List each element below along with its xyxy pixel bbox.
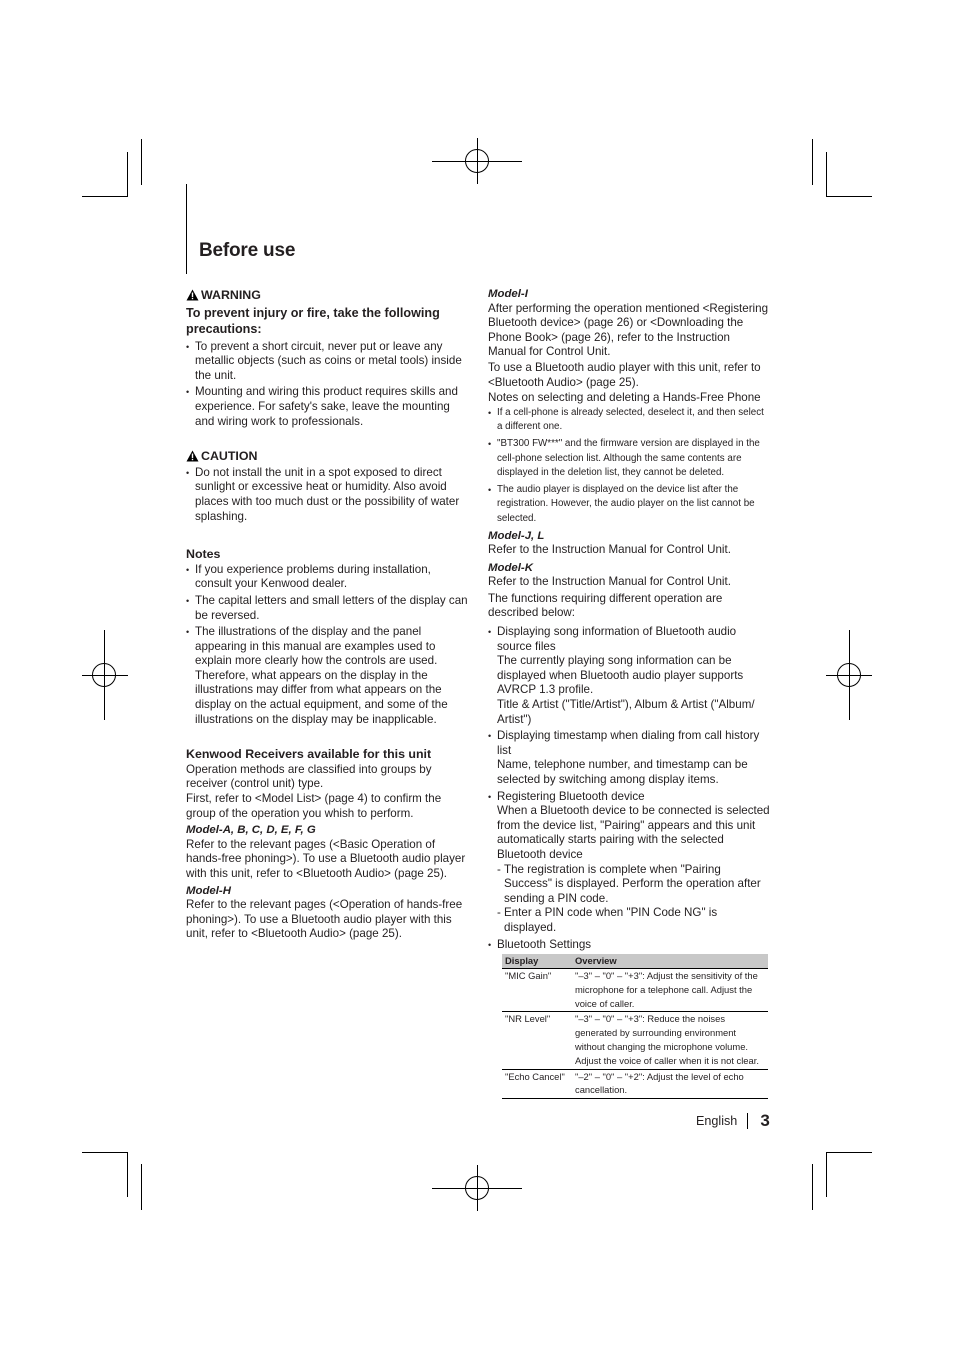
warning-lead: To prevent injury or fire, take the following precautions: [186, 305, 440, 336]
page-number: 3 [760, 1111, 770, 1130]
page-footer [696, 1111, 770, 1131]
list-item: • Displaying song information of Bluetooth audio source files The currently playing song information can be displayed when Bluetooth audio player supports AVRCP 1.3 profile. Title & Artist ("Title/Artist"), Album & Artist ("Album/ Artist") [488, 625, 770, 727]
model-text: After performing the operation mentioned <Registering Bluetooth device> (page 26) or <Downloading the Phone Book> (page 26), refer to the Instruction Manual for Control Unit. [488, 301, 769, 359]
notes-list [186, 563, 468, 728]
model-heading: Model-J, L [488, 529, 545, 542]
list-item: • The audio player is displayed on the device list after the registration. However, the audio player on the list cannot be selected. [488, 483, 770, 527]
footer-divider [747, 1113, 748, 1129]
list-item: • The capital letters and small letters of the display can be reversed. [186, 594, 468, 623]
model-k-list [488, 625, 770, 952]
table-row: "MIC Gain" "–3" – "0" – "+3": Adjust the sensitivity of the microphone for a telephone call. Adjust the voice of caller. [502, 968, 768, 1011]
page-title: Before use [199, 240, 296, 261]
model-text: Refer to the Instruction Manual for Control Unit. [488, 575, 731, 589]
warning-list [186, 340, 468, 430]
list-item: • "BT300 FW***" and the firmware version are displayed in the cell-phone selection list. Although the same contents are displayed in the deletion list, they cannot be deleted. [488, 437, 770, 481]
receivers-heading: Kenwood Receivers available for this unit [186, 747, 432, 762]
warning-heading: WARNING [186, 288, 468, 303]
caution-heading: CAUTION [186, 449, 468, 464]
list-item: • To prevent a short circuit, never put or leave any metallic objects (such as coins or metal tools) inside the unit. [186, 340, 468, 384]
list-item: • Do not install the unit in a spot exposed to direct sunlight or excessive heat or humidity. Also avoid places with too much dust or the possibility of water splashing. [186, 466, 468, 524]
right-column [488, 287, 770, 1099]
list-item: • The illustrations of the display and the panel appearing in this manual are examples used to explain more clearly how the controls are used. Therefore, what appears on the display in the illustrations may differ from what appears on the display on the actual equipment, and some of the illustrations on the display may be inapplicable. [186, 625, 468, 727]
table-header: Display [502, 954, 572, 968]
model-heading: Model-I [488, 288, 528, 300]
model-text: To use a Bluetooth audio player with this unit, refer to <Bluetooth Audio> (page 25). [488, 360, 761, 389]
footer-language: English [696, 1114, 738, 1128]
table-header: Overview [572, 954, 768, 968]
model-heading: Model-A, B, C, D, E, F, G [186, 824, 316, 837]
bluetooth-settings-table [502, 954, 768, 1099]
title-bar-rule [186, 184, 187, 274]
list-item: • Displaying timestamp when dialing from call history list Name, telephone number, and timestamp can be selected by switching among display items. [488, 729, 770, 787]
receivers-text: First, refer to <Model List> (page 4) to confirm the group of the operation you whish to perform. [186, 792, 442, 820]
list-item: • Mounting and wiring this product requires skills and experience. For safety's sake, leave the mounting and wiring work to professionals. [186, 385, 468, 429]
caution-icon [186, 450, 199, 462]
model-text: The functions requiring different operation are described below: [488, 591, 723, 620]
model-text: Refer to the relevant pages (<Operation of hands-free phoning>). To use a Bluetooth audio player with this unit, refer to <Bluetooth Audio> (page 25). [186, 898, 463, 941]
list-item: • Registering Bluetooth device When a Bluetooth device to be connected is selected from the device list, "Pairing" appears and this unit automatically starts pairing with the selected Bluetooth device - The registration is complete when "Pairing Success" is displayed. Perform the operation after sending a PIN code. - Enter a PIN code when "PIN Code NG" is displayed. [488, 790, 770, 936]
model-text: Refer to the relevant pages (<Basic Operation of hands-free phoning>). To use a Bluetooth audio player with this unit, refer to <Bluetooth Audio> (page 25). [186, 837, 466, 880]
receivers-text: Operation methods are classified into groups by receiver (control unit) type. [186, 762, 432, 791]
left-column [186, 288, 468, 942]
notes-subheading: Notes on selecting and deleting a Hands-Free Phone [488, 391, 761, 405]
model-heading: Model-K [488, 561, 533, 574]
table-row: "NR Level" "–3" – "0" – "+3": Reduce the noises generated by surrounding environment without changing the microphone volume. Adjust the voice of caller when it is not clear. [502, 1012, 768, 1069]
model-i-notes [488, 406, 770, 527]
table-row: "Echo Cancel" "–2" – "0" – "+2": Adjust the level of echo cancellation. [502, 1069, 768, 1099]
model-heading: Model-H [186, 884, 231, 897]
list-item: • If you experience problems during installation, consult your Kenwood dealer. [186, 563, 468, 592]
notes-heading: Notes [186, 547, 221, 562]
list-item: • If a cell-phone is already selected, deselect it, and then select a different one. [488, 406, 770, 435]
caution-list [186, 466, 468, 524]
list-item: • Bluetooth Settings [488, 938, 770, 953]
warning-icon [186, 289, 199, 301]
model-text: Refer to the Instruction Manual for Control Unit. [488, 543, 731, 557]
